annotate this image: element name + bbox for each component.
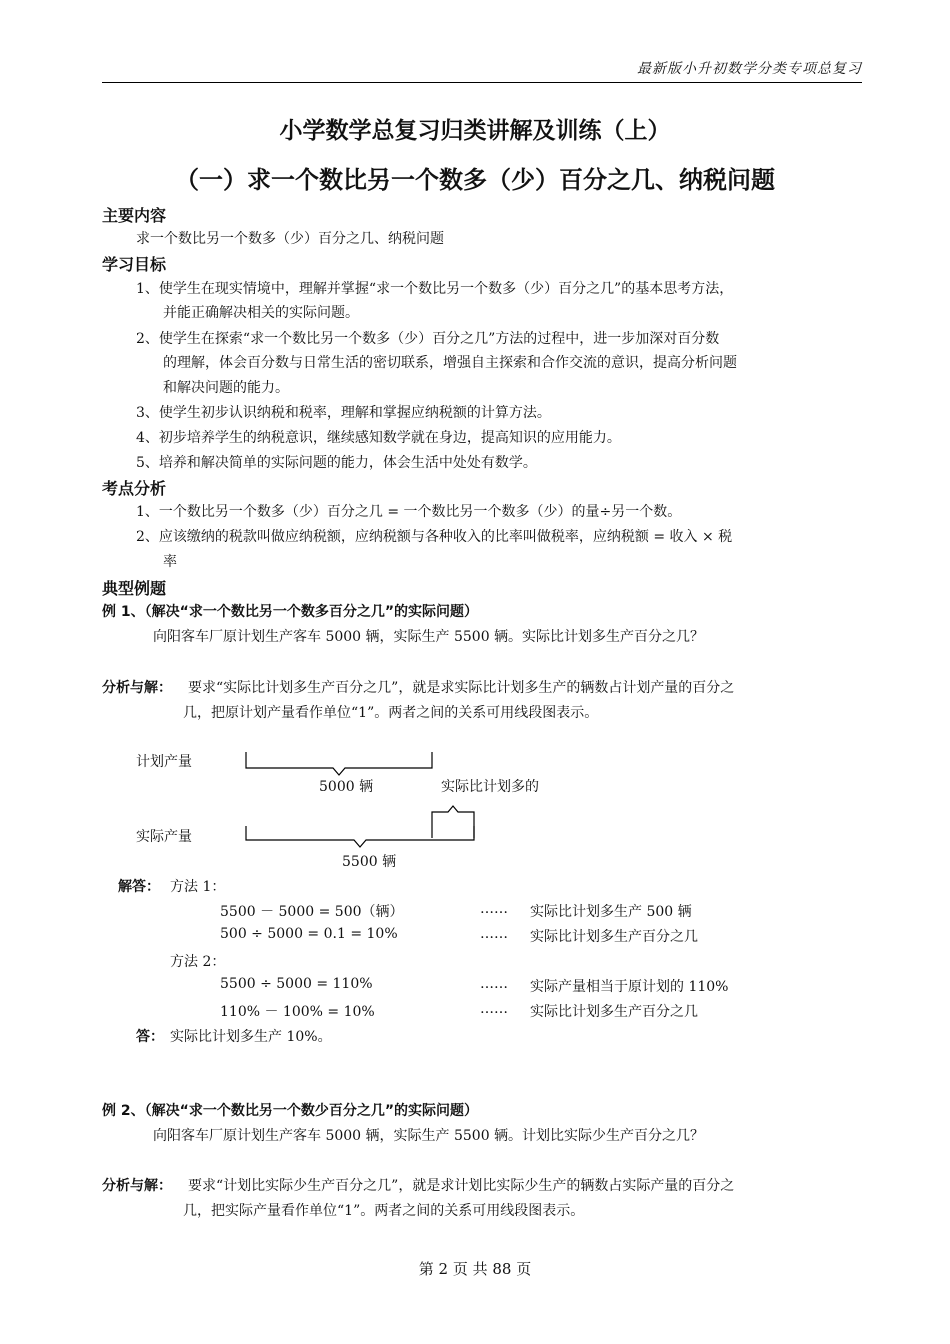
- example2-analysis-text-cont: 几，把实际产量看作单位“1”。两者之间的关系可用线段图表示。: [183, 1203, 585, 1219]
- analysis-heading: 考点分析: [102, 479, 167, 498]
- formula-note: 实际比计划多生产百分之几: [530, 1004, 698, 1020]
- goal-item-cont: 和解决问题的能力。: [163, 380, 289, 396]
- method2-label: 方法 2：: [170, 954, 226, 970]
- example1-label: 例 1、（解决“求一个数比另一个数多百分之几”的实际问题）: [102, 604, 479, 620]
- running-header: 最新版小升初数学分类专项总复习: [637, 61, 862, 77]
- method1-label: 方法 1：: [170, 879, 226, 895]
- final-answer-text: 实际比计划多生产 10%。: [170, 1029, 332, 1045]
- examples-heading: 典型例题: [102, 579, 167, 598]
- example2-label: 例 2、（解决“求一个数比另一个数少百分之几”的实际问题）: [102, 1103, 479, 1119]
- example1-analysis-text: 要求“实际比计划多生产百分之几”，就是求实际比计划多生产的辆数占计划产量的百分之: [188, 680, 735, 696]
- ellipsis: ……: [480, 926, 508, 942]
- formula: 5500 － 5000 = 500（辆）: [220, 904, 404, 920]
- example2-analysis-label: 分析与解：: [102, 1178, 172, 1194]
- goal-item: 3、使学生初步认识纳税和税率，理解和掌握应纳税额的计算方法。: [136, 405, 551, 421]
- example1-analysis-label: 分析与解：: [102, 680, 172, 696]
- actual-label: 实际产量: [136, 829, 192, 845]
- goals-heading: 学习目标: [102, 255, 167, 274]
- extra-brace: [432, 806, 474, 838]
- planned-label: 计划产量: [136, 754, 192, 770]
- goal-item: 5、培养和解决简单的实际问题的能力，体会生活中处处有数学。: [136, 455, 537, 471]
- ellipsis: ……: [480, 901, 508, 917]
- example2-analysis-text: 要求“计划比实际少生产百分之几”，就是求计划比实际少生产的辆数占实际产量的百分之: [188, 1178, 735, 1194]
- formula-note: 实际产量相当于原计划的 110%: [530, 979, 729, 995]
- formula-note: 实际比计划多生产 500 辆: [530, 904, 692, 920]
- formula: 110% － 100% = 10%: [220, 1004, 375, 1020]
- formula: 5500 ÷ 5000 = 110%: [220, 976, 373, 992]
- main-content-text: 求一个数比另一个数多（少）百分之几、纳税问题: [136, 231, 444, 247]
- main-content-heading: 主要内容: [102, 206, 167, 225]
- page-footer: 第 2 页 共 88 页: [418, 1260, 532, 1278]
- goal-item-cont: 并能正确解决相关的实际问题。: [163, 305, 359, 321]
- formula: 500 ÷ 5000 = 0.1 = 10%: [220, 926, 398, 942]
- planned-brace: [246, 752, 432, 775]
- ellipsis: ……: [480, 1001, 508, 1017]
- goal-item-cont: 的理解，体会百分数与日常生活的密切联系，增强自主探索和合作交流的意识，提高分析问题: [163, 355, 737, 371]
- analysis-item-cont: 率: [163, 554, 177, 570]
- goal-item: 1、使学生在现实情境中，理解并掌握“求一个数比另一个数多（少）百分之几”的基本思考方法，: [136, 281, 734, 297]
- extra-label: 实际比计划多的: [441, 779, 539, 795]
- formula-note: 实际比计划多生产百分之几: [530, 929, 698, 945]
- page-title: 小学数学总复习归类讲解及训练（上）: [279, 118, 671, 144]
- example1-problem: 向阳客车厂原计划生产客车 5000 辆，实际生产 5500 辆。实际比计划多生产百分之几？: [153, 629, 705, 645]
- answer-label: 解答：: [118, 879, 160, 895]
- analysis-item: 2、应该缴纳的税款叫做应纳税额，应纳税额与各种收入的比率叫做税率，应纳税额 = 收入 × 税: [136, 529, 733, 545]
- example1-analysis-text-cont: 几，把原计划产量看作单位“1”。两者之间的关系可用线段图表示。: [183, 705, 599, 721]
- final-answer-label: 答：: [136, 1029, 164, 1045]
- analysis-item: 1、一个数比另一个数多（少）百分之几 = 一个数比另一个数多（少）的量÷另一个数。: [136, 504, 682, 520]
- goal-item: 2、使学生在探索“求一个数比另一个数多（少）百分之几”方法的过程中，进一步加深对百分数: [136, 331, 720, 347]
- planned-value: 5000 辆: [319, 779, 374, 795]
- section-title: （一）求一个数比另一个数多（少）百分之几、纳税问题: [175, 166, 775, 194]
- goal-item: 4、初步培养学生的纳税意识，继续感知数学就在身边，提高知识的应用能力。: [136, 430, 621, 446]
- actual-value: 5500 辆: [342, 854, 397, 870]
- ellipsis: ……: [480, 976, 508, 992]
- example2-problem: 向阳客车厂原计划生产客车 5000 辆，实际生产 5500 辆。计划比实际少生产百分之几？: [153, 1128, 705, 1144]
- actual-brace: [246, 826, 474, 847]
